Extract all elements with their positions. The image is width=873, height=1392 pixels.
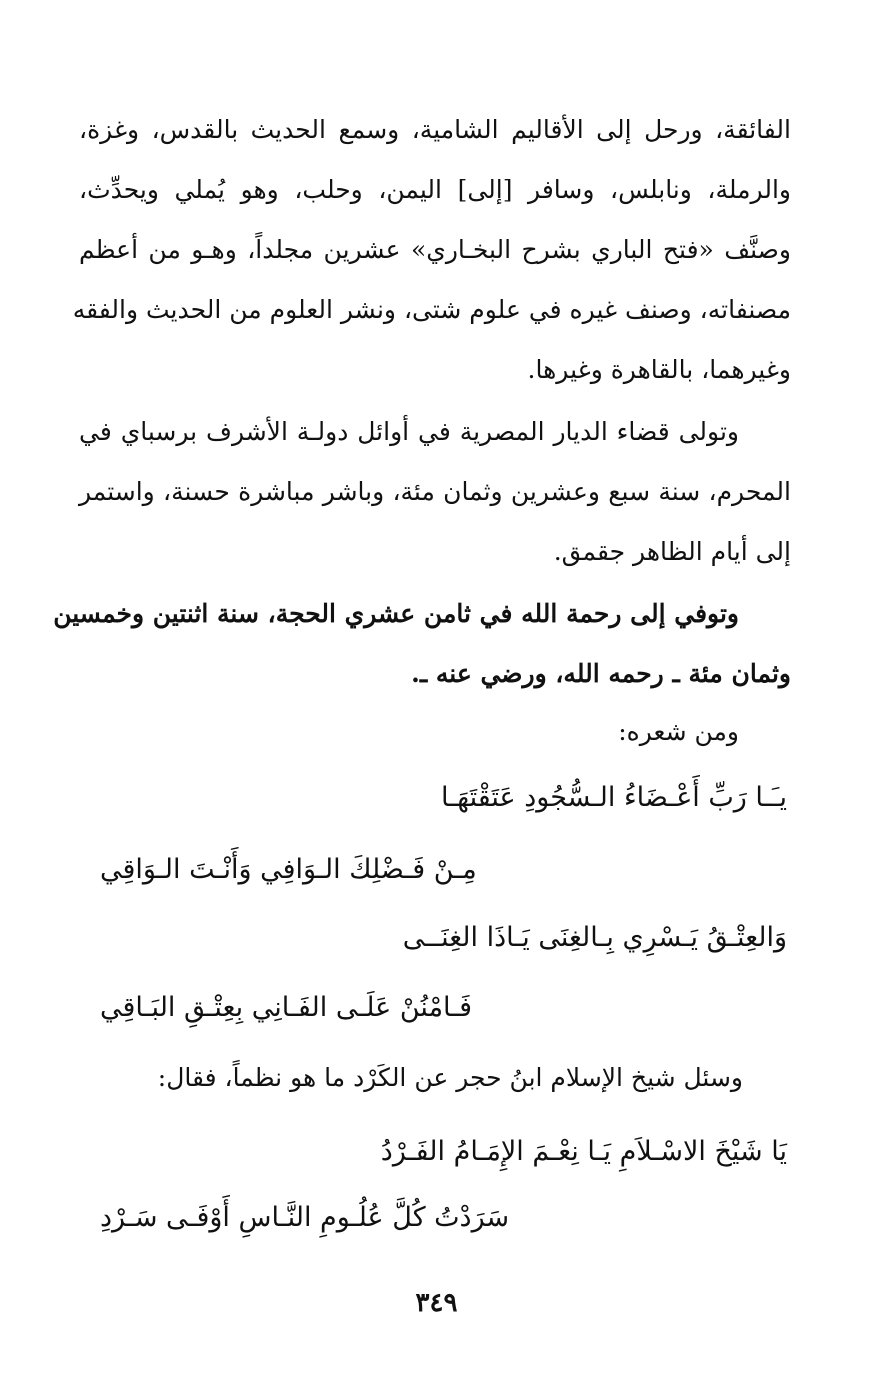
question-line: وسئل شيخ الإسلام ابنُ حجر عن الكَرْد ما هو نظماً، فقال: <box>157 1063 743 1092</box>
paragraph-1-line-3: وصنَّف «فتح الباري بشرح البخـاري» عشرين مجلداً، وهـو من أعظم <box>79 235 791 264</box>
poem-2-verse-1-second-hemistich: سَرَدْتُ كُلَّ عُلُـومِ النَّـاسِ أَوْفَـى سَـرْدِ <box>100 1202 510 1233</box>
page-number: ٣٤٩ <box>415 1288 458 1318</box>
paragraph-3-line-1: وتوفي إلى رحمة الله في ثامن عشري الحجة، سنة اثنتين وخمسين <box>53 599 739 628</box>
paragraph-1-line-1: الفائقة، ورحل إلى الأقاليم الشامية، وسمع الحديث بالقدس، وغزة، <box>79 115 791 144</box>
poem-2-verse-1-first-hemistich: يَا شَيْخَ الاسْـلاَمِ يَـا نِعْـمَ الإِمَـامُ الفَـرْدُ <box>380 1136 787 1167</box>
paragraph-3-line-2: وثمان مئة ـ رحمه الله، ورضي عنه ـ. <box>411 659 791 688</box>
poem-1-verse-1-first-hemistich: يـَـا رَبِّ أَعْـضَاءُ الـسُّجُودِ عَتَقْتَهَـا <box>441 782 787 813</box>
paragraph-2-line-2: المحرم، سنة سبع وعشرين وثمان مئة، وباشر مباشرة حسنة، واستمر <box>79 477 791 506</box>
paragraph-1-line-2: والرملة، ونابلس، وسافر [إلى] اليمن، وحلب، وهو يُملي ويحدِّث، <box>79 175 791 204</box>
paragraph-1-line-4: مصنفاته، وصنف غيره في علوم شتى، ونشر العلوم من الحديث والفقه <box>72 295 791 324</box>
paragraph-2-line-1: وتولى قضاء الديار المصرية في أوائل دولـة الأشرف برسباي في <box>79 417 739 446</box>
poem-1-verse-2-first-hemistich: وَالعِتْـقُ يَـسْرِي بِـالغِنَى يَـاذَا الغِنَــى <box>402 922 787 953</box>
paragraph-1-line-5: وغيرهما، بالقاهرة وغيرها. <box>527 355 791 384</box>
poem-1-verse-2-second-hemistich: فَـامْنُنْ عَلَـى الفَـانِي بِعِتْـقِ البَـاقِي <box>100 992 473 1023</box>
paragraph-2-line-3: إلى أيام الظاهر جقمق. <box>553 537 791 566</box>
poem-1-verse-1-second-hemistich: مِـنْ فَـضْلِكَ الـوَافِي وَأَنْـتَ الـوَاقِي <box>100 854 477 885</box>
poem-intro-line: ومن شعره: <box>618 717 739 746</box>
